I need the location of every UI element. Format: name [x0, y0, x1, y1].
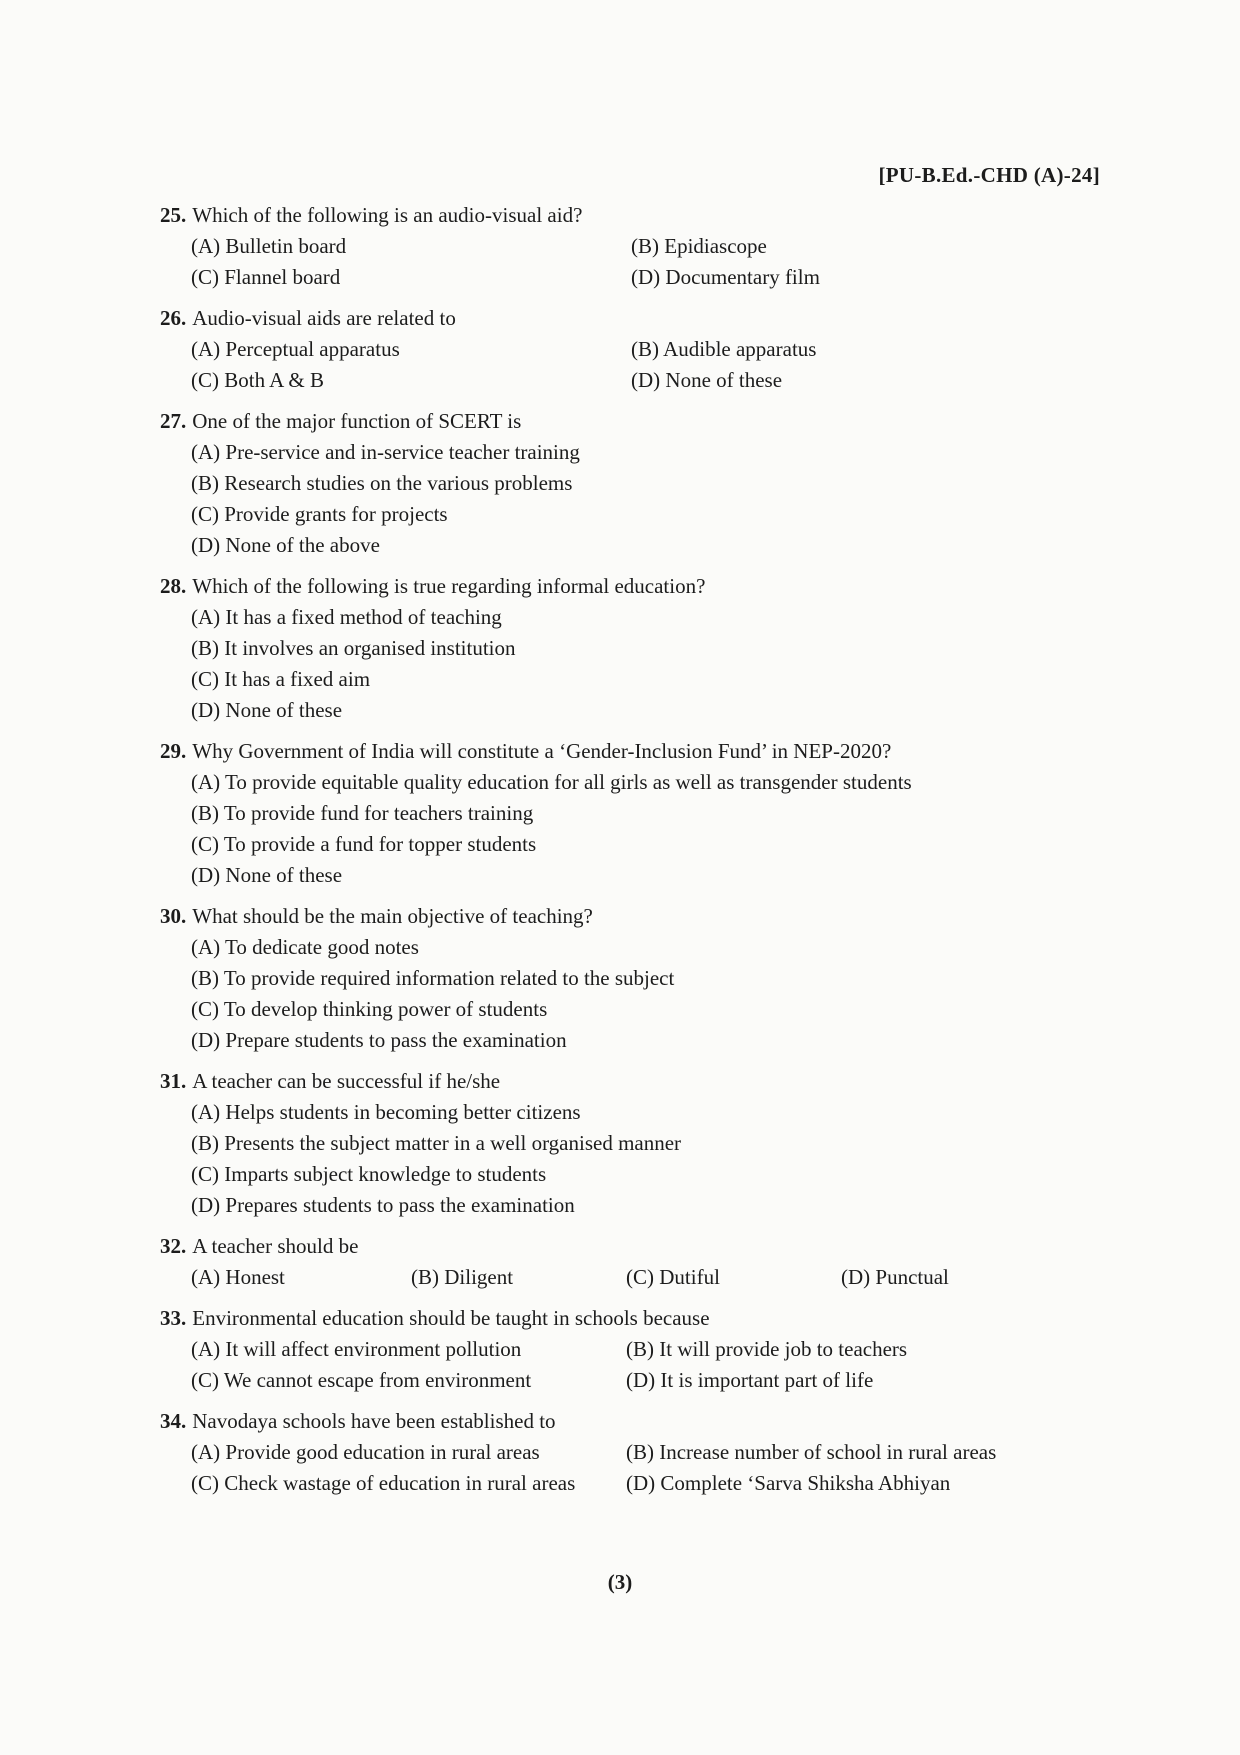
question-text: Navodaya schools have been established to — [192, 1409, 556, 1433]
question-number: 31. — [160, 1069, 187, 1093]
option-d: (D) None of these — [191, 698, 343, 722]
option-b: (B) Increase number of school in rural areas — [626, 1440, 997, 1464]
option-c: (C) Check wastage of education in rural areas — [191, 1471, 576, 1495]
options — [160, 767, 1090, 891]
option-a: (A) Perceptual apparatus — [191, 337, 400, 361]
option-b: (B) It will provide job to teachers — [626, 1337, 908, 1361]
option-a: (A) Bulletin board — [191, 234, 347, 258]
option-a: (A) Provide good education in rural areas — [191, 1440, 540, 1464]
option-a: (A) Honest — [191, 1265, 285, 1289]
question-number: 33. — [160, 1306, 187, 1330]
question-list — [160, 200, 1090, 1499]
question-text: What should be the main objective of teaching? — [192, 904, 593, 928]
question-number: 27. — [160, 409, 187, 433]
question-33 — [160, 1303, 1090, 1396]
option-a: (A) To dedicate good notes — [191, 935, 419, 959]
option-a: (A) It has a fixed method of teaching — [191, 605, 502, 629]
option-b: (B) Research studies on the various problems — [191, 471, 573, 495]
question-34 — [160, 1406, 1090, 1499]
option-d: (D) None of these — [631, 368, 783, 392]
question-32 — [160, 1231, 1090, 1293]
option-d: (D) Documentary film — [631, 265, 820, 289]
question-text: A teacher can be successful if he/she — [192, 1069, 501, 1093]
options — [160, 231, 1090, 293]
option-b: (B) To provide required information related to the subject — [191, 966, 675, 990]
option-a: (A) Pre-service and in-service teacher training — [191, 440, 580, 464]
question-number: 32. — [160, 1234, 187, 1258]
question-number: 26. — [160, 306, 187, 330]
question-26 — [160, 303, 1090, 396]
option-d: (D) Prepare students to pass the examination — [191, 1028, 567, 1052]
options — [160, 437, 1090, 561]
question-25 — [160, 200, 1090, 293]
option-c: (C) Dutiful — [626, 1265, 720, 1289]
option-d: (D) Prepares students to pass the examination — [191, 1193, 575, 1217]
question-number: 30. — [160, 904, 187, 928]
question-text: Audio-visual aids are related to — [192, 306, 456, 330]
question-text: Why Government of India will constitute a ‘Gender-Inclusion Fund’ in NEP-2020? — [192, 739, 892, 763]
question-27 — [160, 406, 1090, 561]
option-c: (C) Flannel board — [191, 265, 341, 289]
option-b: (B) To provide fund for teachers training — [191, 801, 534, 825]
option-d: (D) Punctual — [841, 1265, 949, 1289]
question-number: 25. — [160, 203, 187, 227]
question-30 — [160, 901, 1090, 1056]
option-b: (B) Presents the subject matter in a well organised manner — [191, 1131, 682, 1155]
option-a: (A) Helps students in becoming better citizens — [191, 1100, 581, 1124]
option-b: (B) It involves an organised institution — [191, 636, 516, 660]
option-b: (B) Audible apparatus — [631, 337, 817, 361]
question-number: 34. — [160, 1409, 187, 1433]
options — [160, 1437, 1090, 1499]
question-text: One of the major function of SCERT is — [192, 409, 522, 433]
option-d: (D) None of the above — [191, 533, 380, 557]
option-c: (C) Provide grants for projects — [191, 502, 448, 526]
question-28 — [160, 571, 1090, 726]
options — [160, 932, 1090, 1056]
option-c: (C) To develop thinking power of students — [191, 997, 548, 1021]
option-a: (A) To provide equitable quality education for all girls as well as transgender students — [191, 770, 912, 794]
question-29 — [160, 736, 1090, 891]
options — [160, 1097, 1090, 1221]
option-d: (D) None of these — [191, 863, 343, 887]
options — [160, 602, 1090, 726]
option-d: (D) Complete ‘Sarva Shiksha Abhiyan — [626, 1471, 951, 1495]
option-d: (D) It is important part of life — [626, 1368, 874, 1392]
options — [160, 1262, 1090, 1293]
page-number: (3) — [607, 1570, 633, 1594]
option-b: (B) Epidiascope — [631, 234, 767, 258]
option-c: (C) Imparts subject knowledge to students — [191, 1162, 547, 1186]
question-text: Which of the following is an audio-visual aid? — [192, 203, 583, 227]
options — [160, 334, 1090, 396]
question-number: 29. — [160, 739, 187, 763]
option-b: (B) Diligent — [411, 1265, 514, 1289]
options — [160, 1334, 1090, 1396]
option-a: (A) It will affect environment pollution — [191, 1337, 522, 1361]
option-c: (C) It has a fixed aim — [191, 667, 371, 691]
option-c: (C) Both A & B — [191, 368, 325, 392]
question-31 — [160, 1066, 1090, 1221]
option-c: (C) We cannot escape from environment — [191, 1368, 532, 1392]
question-text: Which of the following is true regarding informal education? — [192, 574, 706, 598]
exam-code-header: [PU-B.Ed.-CHD (A)-24] — [878, 163, 1100, 187]
question-text: A teacher should be — [192, 1234, 359, 1258]
question-text: Environmental education should be taught in schools because — [192, 1306, 710, 1330]
question-number: 28. — [160, 574, 187, 598]
option-c: (C) To provide a fund for topper students — [191, 832, 537, 856]
